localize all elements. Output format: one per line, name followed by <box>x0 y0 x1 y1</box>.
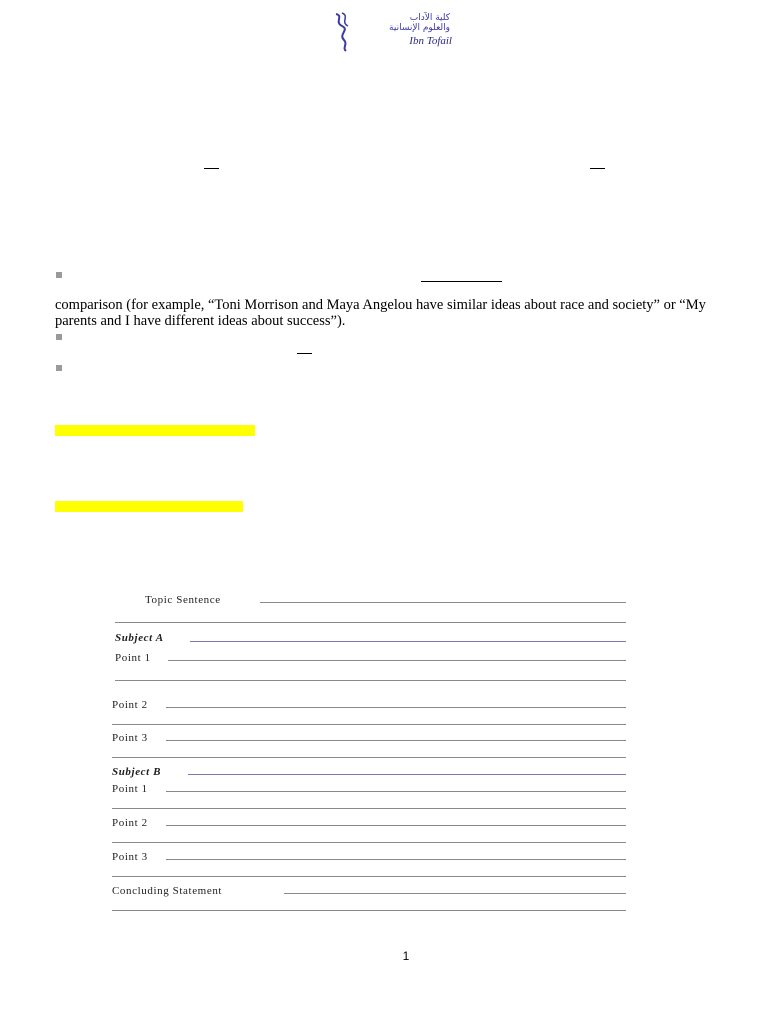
answer-line[interactable] <box>166 791 626 792</box>
logo-arabic-line2: والعلوم الإنسانية <box>389 23 450 33</box>
answer-line[interactable] <box>112 724 626 725</box>
answer-line[interactable] <box>112 757 626 758</box>
point-3-label: Point 3 <box>112 851 148 863</box>
answer-line[interactable] <box>112 842 626 843</box>
answer-line[interactable] <box>188 774 626 775</box>
answer-line[interactable] <box>115 680 626 681</box>
answer-line[interactable] <box>112 910 626 911</box>
answer-line[interactable] <box>112 808 626 809</box>
comparison-paragraph: comparison (for example, “Toni Morrison and Maya Angelou have similar ideas about race and society” or “My parents and I have different ideas about success”). <box>55 297 706 329</box>
logo-arabic-line1: كلية الآداب <box>409 13 450 23</box>
point-2-label: Point 2 <box>112 817 148 829</box>
point-1-label: Point 1 <box>115 652 151 664</box>
page-number: 1 <box>402 949 410 963</box>
answer-line[interactable] <box>260 602 626 603</box>
answer-line[interactable] <box>168 660 626 661</box>
answer-line[interactable] <box>166 707 626 708</box>
point-1-label: Point 1 <box>112 783 148 795</box>
topic-sentence-label: Topic Sentence <box>145 594 221 606</box>
concluding-statement-label: Concluding Statement <box>112 885 223 897</box>
answer-line[interactable] <box>166 859 626 860</box>
answer-line[interactable] <box>112 876 626 877</box>
answer-line[interactable] <box>190 641 626 642</box>
answer-line[interactable] <box>166 825 626 826</box>
answer-line[interactable] <box>115 622 626 623</box>
answer-line[interactable] <box>166 740 626 741</box>
point-3-label: Point 3 <box>112 732 148 744</box>
subject-b-label: Subject B <box>112 766 162 778</box>
subject-a-label: Subject A <box>115 632 164 644</box>
point-2-label: Point 2 <box>112 699 148 711</box>
answer-line[interactable] <box>284 893 626 894</box>
logo-name: Ibn Tofail <box>409 35 452 47</box>
